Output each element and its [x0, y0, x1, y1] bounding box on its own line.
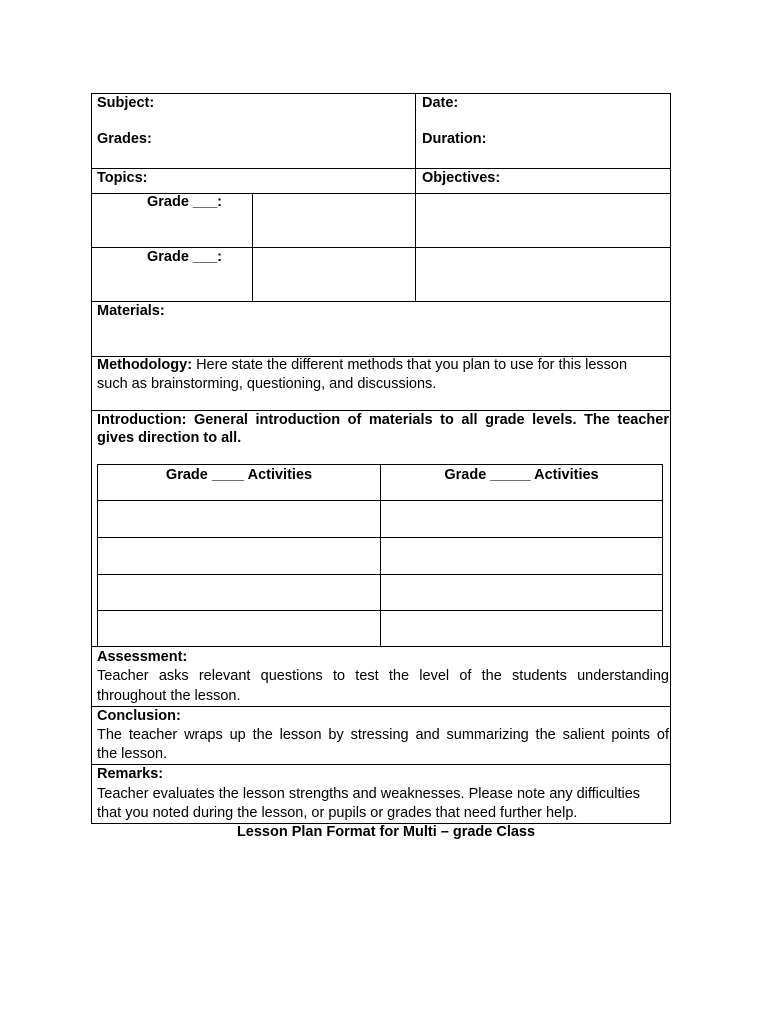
rule-materials — [91, 301, 671, 302]
table-border-right — [670, 93, 671, 824]
remarks-line2: that you noted during the lesson, or pupils or grades that need further help. — [97, 805, 578, 821]
subject-label: Subject: — [97, 95, 155, 111]
activities-rule-4 — [97, 610, 663, 611]
activities-rule-1 — [97, 500, 663, 501]
grade-row-label: Grade ___: — [147, 249, 222, 265]
rule-assessment — [91, 646, 671, 647]
conclusion-line1: The teacher wraps up the lesson by stressing and summarizing the salient points of — [97, 727, 669, 743]
materials-label: Materials: — [97, 303, 165, 319]
conclusion-label: Conclusion: — [97, 708, 181, 724]
activities-header-col1: Grade ____ Activities — [165, 467, 313, 483]
introduction-line1: Introduction: General introduction of materials to all grade levels. The teacher — [97, 412, 669, 428]
methodology-line2: such as brainstorming, questioning, and discussions. — [97, 376, 437, 392]
activities-border-right — [662, 464, 663, 647]
duration-label: Duration: — [422, 131, 487, 147]
remarks-line1: Teacher evaluates the lesson strengths and weaknesses. Please note any difficulties — [97, 786, 641, 802]
methodology-label: Methodology: — [97, 357, 193, 373]
methodology-line1: Here state the different methods that you plan to use for this lesson — [192, 357, 628, 373]
grades-label: Grades: — [97, 131, 152, 147]
divider-grade-rows — [252, 193, 253, 302]
methodology-text — [97, 356, 627, 375]
table-border-left — [91, 93, 92, 824]
divider-header — [415, 93, 416, 302]
assessment-label: Assessment: — [97, 649, 188, 665]
grade-row-label: Grade ___: — [147, 194, 222, 210]
date-label: Date: — [422, 95, 459, 111]
objectives-label: Objectives: — [422, 170, 501, 186]
document-caption: Lesson Plan Format for Multi – grade Class — [236, 824, 536, 840]
topics-label: Topics: — [97, 170, 148, 186]
assessment-line1: Teacher asks relevant questions to test the level of the students understanding — [97, 668, 669, 684]
activities-rule-2 — [97, 537, 663, 538]
remarks-label: Remarks: — [97, 766, 164, 782]
conclusion-line2: the lesson. — [97, 746, 168, 762]
activities-divider — [380, 464, 381, 647]
rule-topics — [91, 168, 671, 169]
activities-header-col2: Grade _____ Activities — [444, 467, 599, 483]
activities-rule-top — [97, 464, 663, 465]
assessment-line2: throughout the lesson. — [97, 688, 241, 704]
rule-remarks — [91, 764, 671, 765]
rule-top — [91, 93, 671, 94]
activities-rule-3 — [97, 574, 663, 575]
introduction-line2: gives direction to all. — [97, 430, 242, 446]
activities-border-left — [97, 464, 98, 647]
